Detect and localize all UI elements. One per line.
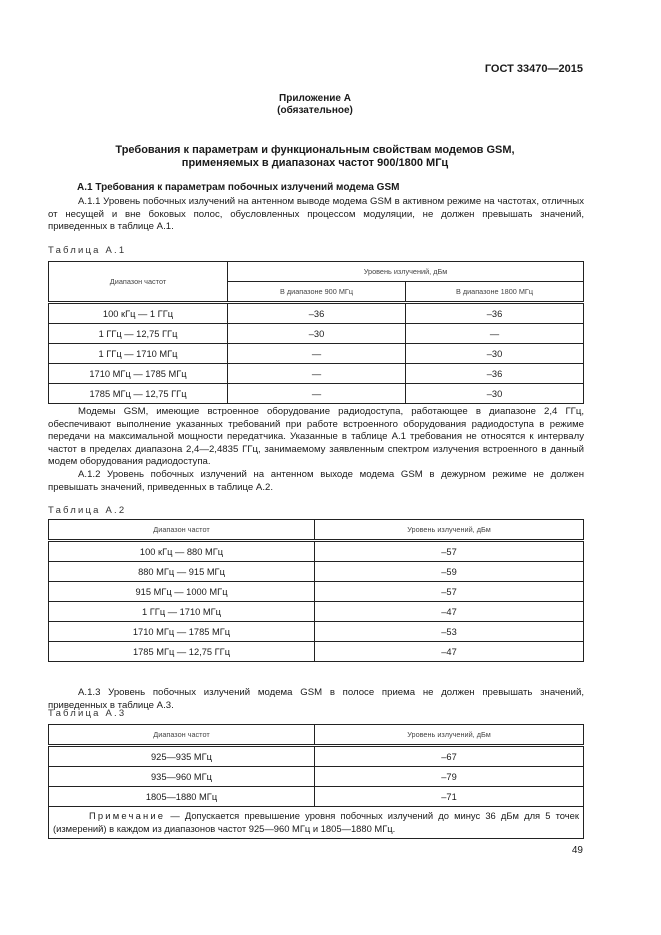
paragraph-text: А.1.1 Уровень побочных излучений на антенном выводе модема GSM в активном режиме на частотах, отличных от несущей и вне боковых полос, обусловленных процессом модуляции, не должен превышать значений, приведенных в таблице А.1. xyxy=(48,196,584,233)
note-text: — Допускается превышение уровня побочных излучений до минус 36 дБм для 5 точек (измерений) в каждом из диапазонов частот 925—960 МГц и 1805—1880 МГц. xyxy=(53,810,580,834)
table-row xyxy=(49,384,584,404)
header-range: Диапазон частот xyxy=(49,520,315,541)
table-cell: 915 МГц — 1000 МГц xyxy=(49,582,315,602)
header-900: В диапазоне 900 МГц xyxy=(228,282,406,303)
table-cell: 1710 МГц — 1785 МГц xyxy=(49,622,315,642)
table-row xyxy=(49,602,584,622)
table-cell: –30 xyxy=(406,344,584,364)
table-cell: — xyxy=(228,364,406,384)
header-range: Диапазон частот xyxy=(49,725,315,746)
table-cell: 1805—1880 МГц xyxy=(49,787,315,807)
table-cell: 1 ГГц — 1710 МГц xyxy=(49,602,315,622)
table-cell: –59 xyxy=(315,562,584,582)
appendix-status: (обязательное) xyxy=(277,105,353,116)
table-row xyxy=(49,787,584,807)
table-cell: –79 xyxy=(315,767,584,787)
table-note xyxy=(49,807,584,839)
table-row xyxy=(49,303,584,324)
note-label: Примечание xyxy=(88,810,166,821)
header-range: Диапазон частот xyxy=(49,262,228,303)
table-cell: 100 кГц — 1 ГГц xyxy=(49,303,228,324)
table-row xyxy=(49,364,584,384)
paragraph-a11 xyxy=(48,196,584,234)
header-level: Уровень излучений, дБм xyxy=(315,520,584,541)
paragraph-text: Модемы GSM, имеющие встроенное оборудование радиодоступа, работающее в диапазоне 2,4 ГГц, обеспечивают выполнение указанных требований при работе встроенного оборудования радиодоступа в режиме передачи на максимальной мощности передатчика. Указанные в таблице А.1 требования не относятся к интервалу частот в пределах диапазона 2,4—2,4835 ГГц, занимаемому заявленным спектром излучения встроенного в данный модем оборудования радиодоступа. xyxy=(48,406,584,468)
table-cell: 100 кГц — 880 МГц xyxy=(49,541,315,562)
table-row xyxy=(49,642,584,662)
table-cell: –36 xyxy=(228,303,406,324)
table-a2 xyxy=(48,519,584,662)
paragraph-a13 xyxy=(48,687,584,712)
table-row xyxy=(49,344,584,364)
table-a3 xyxy=(48,724,584,839)
header-level: Уровень излучений, дБм xyxy=(228,262,584,282)
table-cell: 1785 МГц — 12,75 ГГц xyxy=(49,642,315,662)
table-cell: –30 xyxy=(228,324,406,344)
table-cell: –36 xyxy=(406,364,584,384)
table-cell: –71 xyxy=(315,787,584,807)
section-heading: А.1 Требования к параметрам побочных излучений модема GSM xyxy=(77,182,400,193)
table-cell: –53 xyxy=(315,622,584,642)
table-row xyxy=(49,562,584,582)
table-cell: –30 xyxy=(406,384,584,404)
paragraph-block xyxy=(48,406,584,494)
doc-title-line2: применяемых в диапазонах частот 900/1800 МГц xyxy=(181,157,449,169)
table-cell: 880 МГц — 915 МГц xyxy=(49,562,315,582)
table-cell: –57 xyxy=(315,541,584,562)
table-a3-caption: Таблица А.3 xyxy=(48,708,127,719)
table-cell: 935—960 МГц xyxy=(49,767,315,787)
table-cell: –57 xyxy=(315,582,584,602)
table-a1-caption: Таблица А.1 xyxy=(48,245,127,256)
table-a2-caption: Таблица А.2 xyxy=(48,505,127,516)
table-cell: — xyxy=(228,344,406,364)
table-cell: 1 ГГц — 12,75 ГГц xyxy=(49,324,228,344)
table-row xyxy=(49,746,584,767)
table-cell: — xyxy=(406,324,584,344)
table-cell: 1785 МГц — 12,75 ГГц xyxy=(49,384,228,404)
table-a1 xyxy=(48,261,584,404)
table-row xyxy=(49,324,584,344)
header-1800: В диапазоне 1800 МГц xyxy=(406,282,584,303)
page-number: 49 xyxy=(571,845,583,856)
paragraph-text: А.1.3 Уровень побочных излучений модема GSM в полосе приема не должен превышать значений, приведенных в таблице А.3. xyxy=(48,687,584,711)
table-cell: 1710 МГц — 1785 МГц xyxy=(49,364,228,384)
table-cell: –67 xyxy=(315,746,584,767)
table-cell: — xyxy=(228,384,406,404)
paragraph-a12: А.1.2 Уровень побочных излучений на антенном выходе модема GSM в дежурном режиме не должен превышать значений, приведенных в таблице А.2. xyxy=(48,468,584,493)
table-row xyxy=(49,622,584,642)
table-cell: –36 xyxy=(406,303,584,324)
table-cell: 1 ГГц — 1710 МГц xyxy=(49,344,228,364)
doc-title-line1: Требования к параметрам и функциональным свойствам модемов GSM, xyxy=(115,144,515,156)
table-cell: 925—935 МГц xyxy=(49,746,315,767)
header-level: Уровень излучений, дБм xyxy=(315,725,584,746)
table-cell: –47 xyxy=(315,602,584,622)
appendix-title: Приложение А xyxy=(279,93,351,104)
table-row xyxy=(49,582,584,602)
table-row xyxy=(49,541,584,562)
table-row xyxy=(49,767,584,787)
standard-number: ГОСТ 33470—2015 xyxy=(484,63,583,75)
table-cell: –47 xyxy=(315,642,584,662)
